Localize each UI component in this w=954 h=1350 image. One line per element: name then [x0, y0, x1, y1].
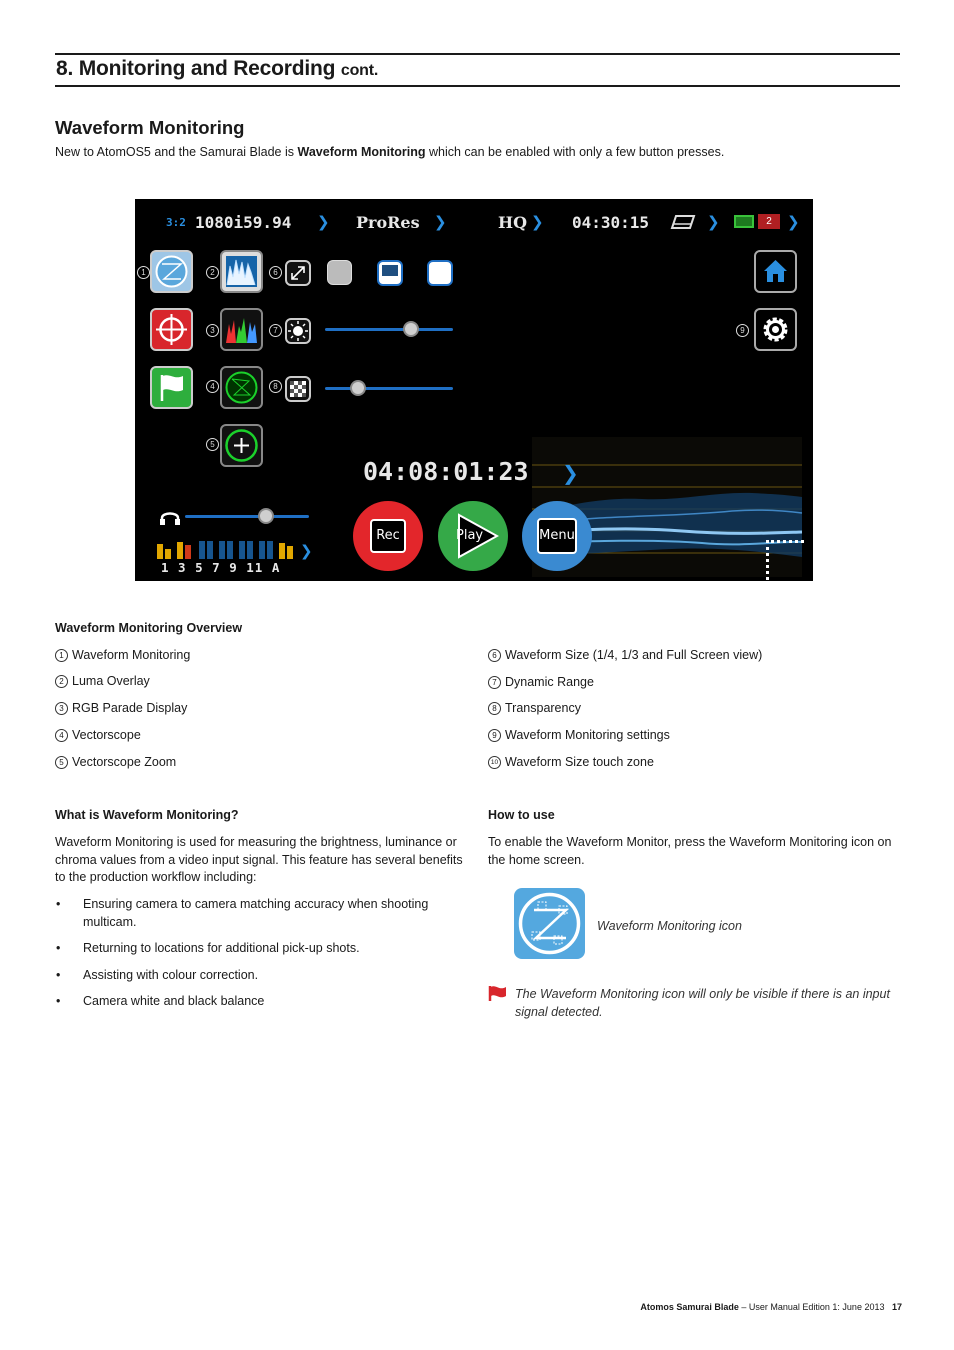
overview-title: Waveform Monitoring Overview — [55, 621, 243, 635]
marker-5: 5 — [206, 438, 219, 451]
zoom-plus-icon — [222, 426, 261, 465]
overview-num: 6 — [488, 649, 501, 662]
marker-3: 3 — [206, 324, 219, 337]
marker-4: 4 — [206, 380, 219, 393]
overview-item: 1 Waveform Monitoring — [55, 648, 190, 662]
audio-meter-5 — [199, 541, 205, 559]
overview-num: 2 — [55, 675, 68, 688]
audio-meter-6 — [207, 541, 213, 559]
overview-num: 4 — [55, 729, 68, 742]
overview-item: 4 Vectorscope — [55, 728, 141, 742]
audio-meter-10 — [247, 541, 253, 559]
rgb-parade-icon — [222, 310, 261, 349]
headphones-icon — [159, 508, 181, 526]
audio-meter-3 — [177, 542, 183, 559]
bullet-dot: • — [56, 941, 61, 955]
overview-item: 7 Dynamic Range — [488, 675, 594, 689]
chevron-right-icon: ❯ — [787, 213, 800, 231]
home-button[interactable] — [754, 250, 797, 293]
audio-meter-7 — [219, 541, 225, 559]
overview-item: 5 Vectorscope Zoom — [55, 755, 176, 769]
overview-num: 10 — [488, 756, 501, 769]
size-third-fill — [382, 265, 398, 276]
size-third-option[interactable] — [377, 260, 403, 286]
rgb-parade-button[interactable] — [220, 308, 263, 351]
marker-2: 2 — [206, 266, 219, 279]
audio-meter-14 — [287, 546, 293, 559]
what-is-body: Waveform Monitoring is used for measuring the brightness, luminance or chroma values from a video input signal. This feature has several benefits to the production workflow including: — [55, 835, 463, 884]
flag-icon — [152, 368, 191, 407]
overview-item: 8 Transparency — [488, 701, 581, 715]
transparency-slider[interactable] — [325, 387, 453, 390]
dynamic-range-slider-knob[interactable] — [403, 321, 419, 337]
battery-icon — [734, 215, 754, 228]
flag-button[interactable] — [150, 366, 193, 409]
top-rule — [55, 53, 900, 55]
time-remaining: 04:30:15 — [572, 213, 650, 232]
transparency-slider-knob[interactable] — [350, 380, 366, 396]
focus-peaking-button[interactable] — [150, 308, 193, 351]
checkerboard-icon — [287, 378, 309, 400]
waveform-monitoring-icon — [152, 252, 191, 291]
how-to-body: To enable the Waveform Monitor, press the Waveform Monitoring icon on the home screen. — [488, 835, 892, 867]
audio-meter-12 — [267, 541, 273, 559]
overview-item: 10 Waveform Size touch zone — [488, 755, 654, 769]
waveform-monitoring-icon — [514, 888, 585, 959]
bullet-item: • Assisting with colour correction. — [83, 967, 468, 985]
overview-item: 9 Waveform Monitoring settings — [488, 728, 670, 742]
chevron-right-icon: ❯ — [434, 213, 447, 231]
resolution-label[interactable]: 1080i59.94 — [195, 213, 292, 232]
overview-num: 9 — [488, 729, 501, 742]
vectorscope-zoom-button[interactable] — [220, 424, 263, 467]
gear-icon — [756, 310, 795, 349]
marker-1: 1 — [137, 266, 150, 279]
waveform-size-button[interactable] — [285, 260, 311, 286]
format-badge: 3:2 — [166, 216, 186, 229]
audio-channel-labels: 1 3 5 7 9 11 A — [161, 560, 281, 575]
overview-num: 5 — [55, 756, 68, 769]
device-screenshot — [135, 199, 813, 581]
overview-num: 1 — [55, 649, 68, 662]
how-to-title: How to use — [488, 808, 555, 822]
chevron-right-icon: ❯ — [531, 213, 544, 231]
icon-caption: Waveform Monitoring icon — [597, 919, 742, 933]
overview-num: 3 — [55, 702, 68, 715]
luma-overlay-icon — [222, 252, 261, 291]
crosshair-icon — [152, 310, 191, 349]
audio-meter-2 — [165, 549, 171, 559]
chevron-right-icon: ❯ — [317, 213, 330, 231]
rec-button-label: Rec — [370, 519, 406, 553]
rec-button[interactable] — [353, 501, 423, 571]
audio-meters — [157, 541, 297, 559]
section-title-cont: cont. — [340, 62, 379, 79]
bottom-rule — [55, 85, 900, 87]
dynamic-range-slider[interactable] — [325, 328, 453, 331]
expand-icon — [287, 262, 309, 284]
waveform-monitoring-app-icon — [514, 888, 585, 959]
bullet-item: • Ensuring camera to camera matching accuracy when shooting multicam. — [56, 897, 429, 929]
marker-6: 6 — [269, 266, 282, 279]
section-title: 8. Monitoring and Recording cont. — [56, 57, 379, 80]
overview-item: 6 Waveform Size (1/4, 1/3 and Full Screen view) — [488, 648, 762, 662]
bullet-item: • Camera white and black balance — [83, 993, 468, 1011]
chevron-right-icon: ❯ — [300, 542, 313, 560]
dynamic-range-button[interactable] — [285, 318, 311, 344]
flag-icon — [488, 985, 507, 1002]
audio-meter-13 — [279, 543, 285, 559]
brightness-icon — [287, 320, 309, 342]
size-full-option[interactable] — [427, 260, 453, 286]
overview-item: 3 RGB Parade Display — [55, 701, 187, 715]
intro-text: New to AtomOS5 and the Samurai Blade is Waveform Monitoring which can be enabled with only a few button presses. — [55, 145, 725, 159]
overview-num: 8 — [488, 702, 501, 715]
menu-button-label: Menu — [537, 518, 577, 554]
audio-meter-8 — [227, 541, 233, 559]
overview-num: 7 — [488, 676, 501, 689]
chevron-right-icon: ❯ — [707, 213, 720, 231]
audio-meter-4 — [185, 545, 191, 559]
disk-icon — [670, 214, 696, 230]
bullet-item: • Returning to locations for additional pick-up shots. — [83, 940, 468, 958]
transparency-button[interactable] — [285, 376, 311, 402]
waveform-monitoring-button[interactable] — [150, 250, 193, 293]
play-button[interactable] — [438, 501, 508, 571]
page-heading: Waveform Monitoring — [55, 117, 245, 138]
codec-label[interactable]: ProRes — [356, 213, 420, 232]
input-signal-note: The Waveform Monitoring icon will only be visible if there is an input signal detected. — [515, 987, 890, 1019]
chevron-right-icon: ❯ — [562, 461, 579, 485]
quality-label[interactable]: HQ — [498, 213, 528, 232]
overview-item: 2 Luma Overlay — [55, 674, 150, 688]
menu-button[interactable] — [522, 501, 592, 571]
size-quarter-option[interactable] — [327, 260, 352, 285]
page-footer: Atomos Samurai Blade – User Manual Edition 1: June 2013 17 — [640, 1302, 902, 1312]
marker-7: 7 — [269, 324, 282, 337]
home-icon — [756, 252, 795, 291]
audio-meter-11 — [259, 541, 265, 559]
bullet-dot: • — [56, 994, 61, 1008]
marker-9: 9 — [736, 324, 749, 337]
bullet-dot: • — [56, 897, 61, 911]
audio-meter-9 — [239, 541, 245, 559]
vectorscope-icon — [222, 368, 261, 407]
bullet-dot: • — [56, 968, 61, 982]
luma-overlay-button[interactable] — [220, 250, 263, 293]
volume-slider-knob[interactable] — [258, 508, 274, 524]
marker-8: 8 — [269, 380, 282, 393]
disk-number-badge: 2 — [758, 214, 780, 229]
waveform-size-touch-zone[interactable] — [766, 540, 804, 580]
page-number: 17 — [891, 1302, 902, 1312]
what-is-title: What is Waveform Monitoring? — [55, 808, 239, 822]
waveform-settings-button[interactable] — [754, 308, 797, 351]
audio-meter-1 — [157, 544, 163, 559]
play-button-label: Play — [456, 528, 484, 543]
volume-slider[interactable] — [185, 515, 309, 518]
vectorscope-button[interactable] — [220, 366, 263, 409]
timecode-display: 04:08:01:23 — [363, 457, 529, 486]
